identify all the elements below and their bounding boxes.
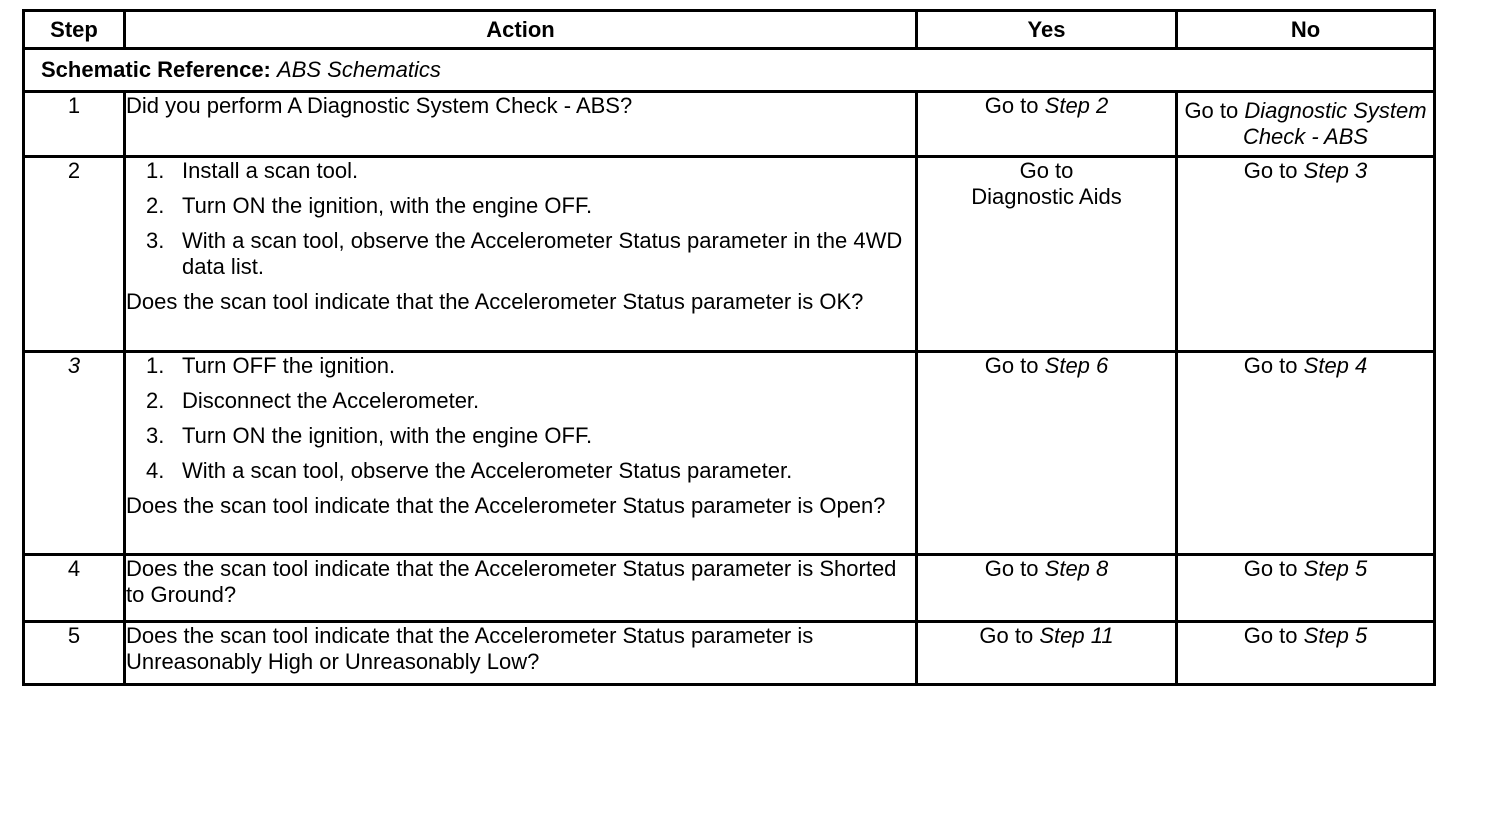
- no-prefix: Go to: [1243, 556, 1298, 581]
- header-step: Step: [24, 11, 125, 49]
- yes-cell: [917, 622, 1177, 685]
- list-item-text: Turn ON the ignition, with the engine OFF.: [182, 423, 593, 448]
- no-cell: [1177, 157, 1435, 352]
- list-item: [126, 228, 915, 280]
- yes-cell: [917, 555, 1177, 622]
- list-item-text: With a scan tool, observe the Accelerometer Status parameter in the 4WD data list.: [182, 228, 903, 279]
- table-row: [24, 352, 1435, 555]
- table-header-row: [24, 11, 1435, 49]
- header-yes: Yes: [917, 11, 1177, 49]
- list-item: [126, 423, 915, 449]
- action-cell: [125, 352, 917, 555]
- no-target-link[interactable]: Step 5: [1303, 556, 1368, 581]
- list-item: [126, 388, 915, 414]
- action-steps-list: [126, 353, 915, 484]
- yes-cell: [917, 352, 1177, 555]
- table-row: [24, 622, 1435, 685]
- step-number: 4: [24, 555, 125, 622]
- action-cell: [125, 622, 917, 685]
- no-target-link[interactable]: Step 3: [1303, 158, 1368, 183]
- yes-target-link[interactable]: Diagnostic Aids: [971, 184, 1122, 209]
- list-item-text: Turn OFF the ignition.: [182, 353, 396, 378]
- list-item-number: 3.: [146, 423, 165, 448]
- action-question: Does the scan tool indicate that the Accelerometer Status parameter is Shorted to Ground?: [126, 556, 897, 607]
- schematic-reference: [24, 49, 1435, 92]
- no-prefix: Go to: [1243, 623, 1298, 648]
- yes-cell: [917, 92, 1177, 157]
- yes-target-link[interactable]: Step 11: [1039, 623, 1114, 648]
- no-target-link[interactable]: Step 4: [1303, 353, 1368, 378]
- schematic-reference-link[interactable]: ABS Schematics: [277, 57, 441, 82]
- list-item-number: 1.: [146, 158, 165, 183]
- action-steps-list: [126, 158, 915, 280]
- list-item-text: Disconnect the Accelerometer.: [182, 388, 480, 413]
- schematic-reference-label: Schematic Reference:: [41, 57, 271, 82]
- step-number: 1: [24, 92, 125, 157]
- action-question: Does the scan tool indicate that the Accelerometer Status parameter is Unreasonably High or Unreasonably Low?: [126, 623, 814, 674]
- yes-prefix: Go to: [979, 623, 1034, 648]
- list-item-number: 2.: [146, 193, 165, 218]
- no-cell: [1177, 555, 1435, 622]
- list-item-text: Install a scan tool.: [182, 158, 359, 183]
- list-item-number: 4.: [146, 458, 165, 483]
- list-item-number: 3.: [146, 228, 165, 253]
- header-action: Action: [125, 11, 917, 49]
- list-item: [126, 458, 915, 484]
- action-question: Does the scan tool indicate that the Accelerometer Status parameter is OK?: [126, 289, 864, 314]
- action-cell: [125, 555, 917, 622]
- action-question: Did you perform A Diagnostic System Check - ABS?: [126, 93, 633, 118]
- table-row: [24, 157, 1435, 352]
- list-item: [126, 353, 915, 379]
- no-prefix: Go to: [1184, 98, 1239, 123]
- list-item: [126, 193, 915, 219]
- no-cell: [1177, 352, 1435, 555]
- yes-prefix: Go to: [984, 556, 1039, 581]
- list-item: [126, 158, 915, 184]
- yes-target-link[interactable]: Step 2: [1044, 93, 1109, 118]
- action-cell: [125, 92, 917, 157]
- no-cell: [1177, 622, 1435, 685]
- no-prefix: Go to: [1243, 353, 1298, 378]
- table-row: [24, 555, 1435, 622]
- step-number: 3: [24, 352, 125, 555]
- list-item-text: Turn ON the ignition, with the engine OFF.: [182, 193, 593, 218]
- no-cell: [1177, 92, 1435, 157]
- schematic-reference-row: [24, 49, 1435, 92]
- table-row: [24, 92, 1435, 157]
- yes-target-link[interactable]: Step 8: [1044, 556, 1109, 581]
- list-item-number: 2.: [146, 388, 165, 413]
- diagnostic-table: [22, 9, 1436, 686]
- yes-prefix: Go to: [984, 93, 1039, 118]
- yes-prefix: Go to: [984, 353, 1039, 378]
- no-prefix: Go to: [1243, 158, 1298, 183]
- list-item-text: With a scan tool, observe the Accelerometer Status parameter.: [182, 458, 793, 483]
- no-target-link[interactable]: Diagnostic System Check - ABS: [1242, 98, 1427, 149]
- yes-cell: [917, 157, 1177, 352]
- step-number: 2: [24, 157, 125, 352]
- step-number: 5: [24, 622, 125, 685]
- yes-target-link[interactable]: Step 6: [1044, 353, 1109, 378]
- list-item-number: 1.: [146, 353, 165, 378]
- action-question: Does the scan tool indicate that the Accelerometer Status parameter is Open?: [126, 493, 886, 518]
- no-target-link[interactable]: Step 5: [1303, 623, 1368, 648]
- yes-prefix: Go to: [1019, 158, 1074, 183]
- action-cell: [125, 157, 917, 352]
- header-no: No: [1177, 11, 1435, 49]
